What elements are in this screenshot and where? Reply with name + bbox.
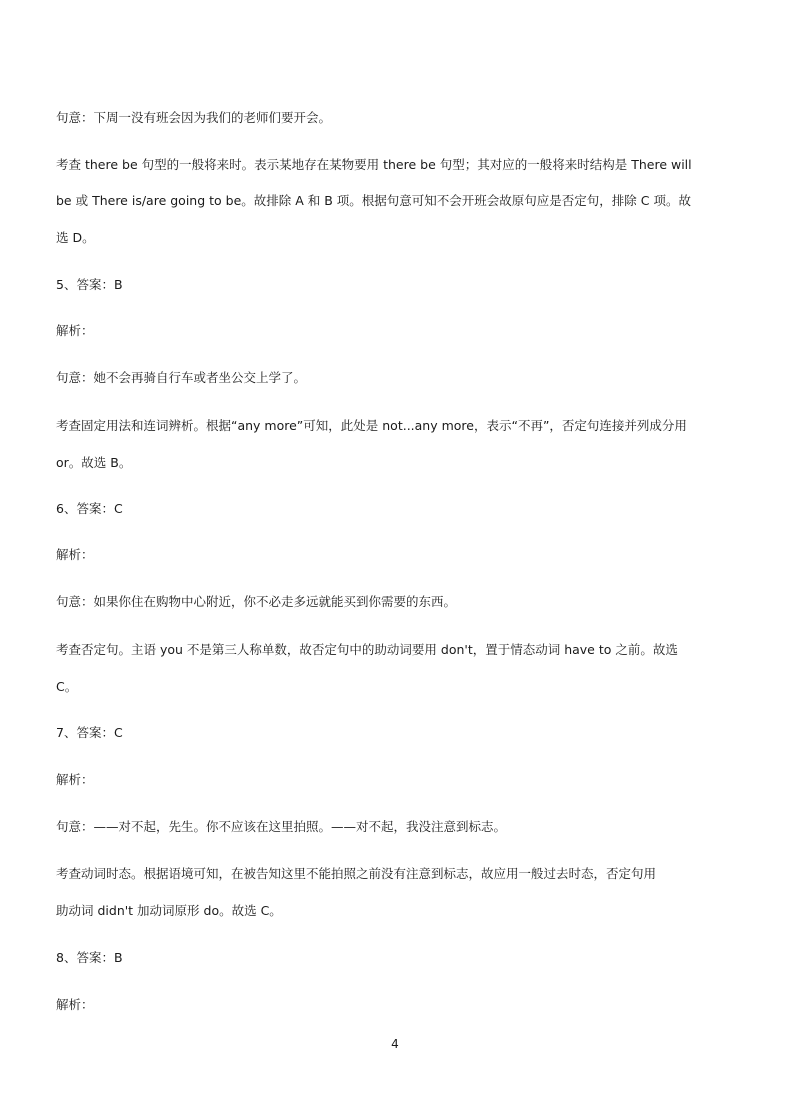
q6-analysis-label: 解析： [56,547,94,562]
q7-answer: 7、答案：C [56,725,123,740]
q8-answer: 8、答案：B [56,950,123,965]
q6-analysis-line-2: C。 [56,679,78,694]
q5-meaning: 句意：她不会再骑自行车或者坐公交上学了。 [56,370,307,385]
q5-analysis-line-2: or。故选 B。 [56,455,132,470]
q7-meaning: 句意：——对不起，先生。你不应该在这里拍照。——对不起，我没注意到标志。 [56,819,507,834]
q7-analysis-line-2: 助动词 didn't 加动词原形 do。故选 C。 [56,903,282,918]
q5-answer: 5、答案：B [56,277,123,292]
q4-analysis-line-1: 考查 there be 句型的一般将来时。表示某地存在某物要用 there be 句型；其对应的一般将来时结构是 There will [56,157,692,172]
page-number: 4 [391,1037,399,1051]
q4-analysis-line-3: 选 D。 [56,230,95,245]
q5-analysis-line-1: 考查固定用法和连词辨析。根据“any more”可知，此处是 not...any more，表示“不再”，否定句连接并列成分用 [56,418,687,433]
q7-analysis-line-1: 考查动词时态。根据语境可知，在被告知这里不能拍照之前没有注意到标志，故应用一般过去时态，否定句用 [56,866,657,881]
q6-analysis-line-1: 考查否定句。主语 you 不是第三人称单数，故否定句中的助动词要用 don't，置于情态动词 have to 之前。故选 [56,642,678,657]
q6-answer: 6、答案：C [56,501,123,516]
q7-analysis-label: 解析： [56,772,94,787]
q4-meaning: 句意：下周一没有班会因为我们的老师们要开会。 [56,110,332,125]
q8-analysis-label: 解析： [56,997,94,1012]
q4-analysis-line-2: be 或 There is/are going to be。故排除 A 和 B 项。根据句意可知不会开班会故原句应是否定句，排除 C 项。故 [56,193,691,208]
q6-meaning: 句意：如果你住在购物中心附近，你不必走多远就能买到你需要的东西。 [56,594,457,609]
q5-analysis-label: 解析： [56,323,94,338]
